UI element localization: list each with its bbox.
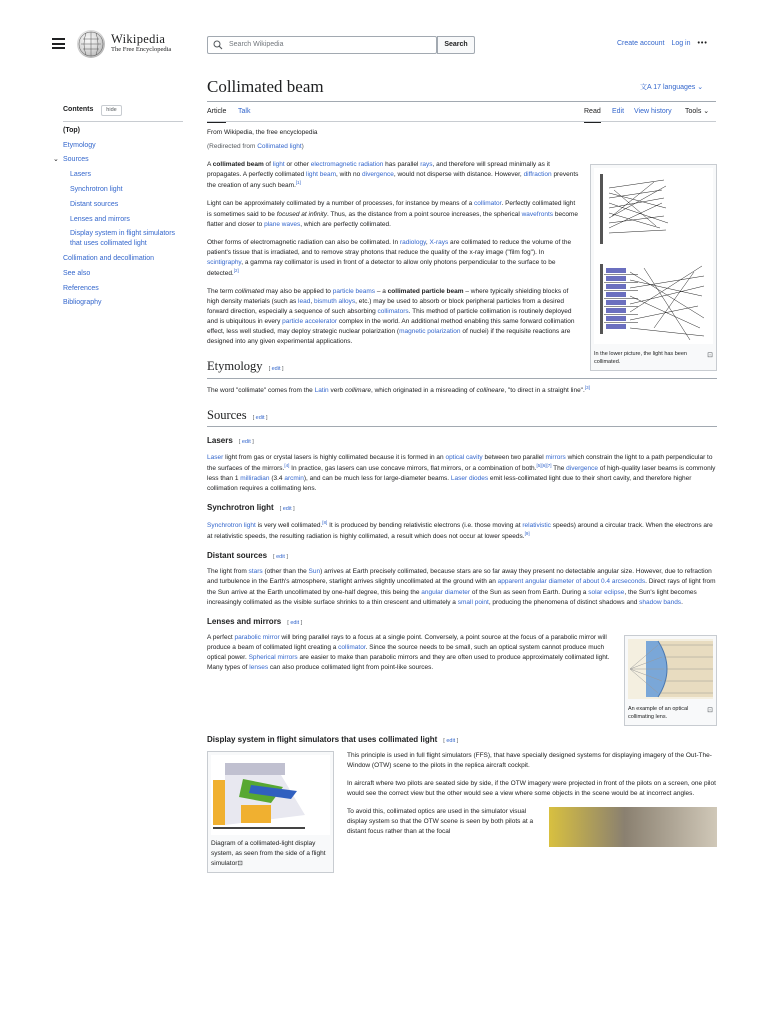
wikipedia-globe-logo[interactable] bbox=[77, 30, 105, 58]
wordmark-title: Wikipedia bbox=[111, 32, 166, 46]
figure-display-system bbox=[207, 751, 334, 873]
search-icon bbox=[213, 40, 223, 50]
intro-paragraph-4: The term collimated may also be applied to particle beams – a collimated particle beam – where typically shielding blocks of high density materials (such as lead, bismuth alloys, etc.) may be used to absorb or block peripheral particles from a desired forward direction, especially a sequence of such absorbing collimators. This method of particle collimation is routinely deployed and is ubiquitous in every particle accelerator complex in the world. An additional method enabling this same forward collimation effect, less well studied, may deploy strategic nuclear polarization (magnetic polarization of nuclei) if the requisite reactions are designed into any given experimental applications. bbox=[207, 288, 575, 346]
display-paragraph-2: In aircraft where two pilots are seated side by side, if the OTW imagery were projected in front of the pilots on a screen, one pilot would see the correct view but the other would see a view where some objects in the scene would be at incorrect angles. bbox=[347, 780, 716, 798]
figure-collimating-lens bbox=[624, 635, 717, 725]
toc-item-see-also[interactable]: See also bbox=[63, 269, 91, 277]
flight-simulator-photos[interactable] bbox=[549, 807, 717, 847]
collimation-diagram-image[interactable] bbox=[594, 168, 713, 344]
language-count: 17 languages bbox=[653, 84, 696, 91]
language-button[interactable] bbox=[640, 83, 703, 94]
tab-talk[interactable]: Talk bbox=[238, 108, 251, 115]
heading-text: Synchrotron light bbox=[207, 503, 274, 513]
heading-text: Display system in flight simulators that uses collimated light bbox=[207, 734, 438, 744]
intro-paragraph-3: Other forms of electromagnetic radiation can also be collimated. In radiology, X-rays are collimated to reduce the volume of the patient's tissue that is irradiated, and to remove stray photons that reduce the quality of the x-ray image ("film fog"). In scintigraphy, a gamma ray collimator is used in front of a detector to allow only photons perpendicular to the surface to be detected.[2] bbox=[207, 238, 572, 277]
section-heading-synchrotron: Synchrotron light [ edit ] bbox=[207, 503, 295, 513]
section-heading-sources: Sources [ edit ] bbox=[207, 406, 717, 427]
toc-item-top[interactable]: (Top) bbox=[63, 126, 80, 134]
synchrotron-paragraph: Synchrotron light is very well collimated.[8] It is produced by bending relativistic electrons (i.e. those moving at relativistic speeds) around a circular track. When the electrons are at relativistic speeds, the resulting radiation is highly collimated, a result which does not occur at lower speeds.[9] bbox=[207, 519, 713, 540]
redirect-link[interactable]: Collimated light bbox=[257, 143, 302, 151]
edit-section-link[interactable]: edit bbox=[290, 619, 300, 626]
wordmark-tagline: The Free Encyclopedia bbox=[111, 45, 172, 53]
toc-item-synchrotron[interactable]: Synchrotron light bbox=[70, 186, 123, 194]
distant-sources-paragraph: The light from stars (other than the Sun) arrives at Earth precisely collimated, because stars are so far away they present no detectable angular size. However, due to refraction and turbulence in the Earth's atmosphere, starlight arrives slightly uncollimated at the ground with an apparent angular diameter of about 0.4 arcseconds. Direct rays of light from the Sun arrive at the Earth uncollimated by one-half degree, this being the angular diameter of the Sun as seen from Earth. During a solar eclipse, the Sun's light becomes increasingly collimated as the visible surface shrinks to a thin crescent and ultimately a small point, producing the phenomena of distinct shadows and shadow bands. bbox=[207, 568, 716, 606]
main-menu-button[interactable] bbox=[52, 38, 65, 49]
toc-divider bbox=[63, 121, 183, 122]
enlarge-icon[interactable]: ⊡ bbox=[707, 707, 713, 715]
heading-text: Lasers bbox=[207, 436, 233, 446]
create-account-link[interactable]: Create account bbox=[617, 40, 665, 47]
lenses-mirrors-paragraph: A perfect parabolic mirror will bring parallel rays to a focus at a single point. Conversely, a point source at the focus of a parabolic mirror will produce a beam of collimated light creating a collimator. Since the source needs to be small, such an optical system cannot produce much optical power. Spherical mirrors are easier to make than parabolic mirrors and they are often used to produce approximately collimated light. Many types of lenses can also produce collimated light from point-like sources. bbox=[207, 634, 610, 672]
etymology-paragraph: The word "collimate" comes from the Latin verb collimare, which originated in a misreading of collineare, "to direct in a straight line".[3] bbox=[207, 384, 590, 394]
section-heading-display-system: Display system in flight simulators that uses collimated light [ edit ] bbox=[207, 734, 459, 744]
tab-read[interactable]: Read bbox=[584, 107, 601, 123]
chevron-down-icon: ⌄ bbox=[697, 84, 704, 91]
intro-paragraph-2: Light can be approximately collimated by a number of processes, for instance by means of a collimator. Perfectly collimated light is sometimes said to be focused at infinity. Thus, as the distance from a point source increases, the spherical wavefronts become flatter and closer to plane waves, which are perfectly collimated. bbox=[207, 200, 578, 228]
toc-item-references[interactable]: References bbox=[63, 284, 99, 292]
toc-item-lenses-mirrors[interactable]: Lenses and mirrors bbox=[70, 215, 130, 223]
toc-item-distant-sources[interactable]: Distant sources bbox=[70, 200, 119, 208]
user-menu-button[interactable]: ••• bbox=[697, 40, 708, 47]
figure-caption-text: An example of an optical collimating lens. bbox=[628, 706, 689, 720]
toc-title: Contents bbox=[63, 106, 94, 113]
translate-icon: 文A bbox=[640, 84, 652, 91]
toc-item-collimation[interactable]: Collimation and decollimation bbox=[63, 255, 155, 263]
heading-text: Sources bbox=[207, 408, 247, 423]
toc-item-display-system[interactable]: Display system in flight simulators that uses collimated light bbox=[70, 230, 176, 248]
section-heading-lenses-mirrors: Lenses and mirrors [ edit ] bbox=[207, 616, 303, 626]
tab-edit[interactable]: Edit bbox=[612, 108, 625, 115]
edit-section-link[interactable]: edit bbox=[271, 366, 281, 373]
edit-section-link[interactable]: edit bbox=[282, 506, 292, 513]
figure-caption-text: In the lower picture, the light has been collimated. bbox=[594, 351, 687, 365]
edit-section-link[interactable]: edit bbox=[241, 439, 251, 446]
lasers-paragraph: Laser light from gas or crystal lasers is highly collimated because it is formed in an optical cavity between two parallel mirrors which constrain the light to a path perpendicular to the surfaces of the mirrors.[4] In practice, gas lasers can use concave mirrors, flat mirrors, or a combination of both.[5][6][7] The divergence of high-quality laser beams is commonly less than 1 milliradian (3.4 arcmin), and can be much less for large-diameter beams. Laser diodes emit less-collimated light due to their short cavity, and therefore higher collimation requires a collimating lens. bbox=[207, 453, 716, 493]
wikipedia-wordmark[interactable] bbox=[111, 33, 171, 54]
intro-paragraph-1: A collimated beam of light or other electromagnetic radiation has parallel rays, and therefore will spread minimally as it propagates. A perfectly collimated light beam, with no divergence, would not disperse with distance. However, diffraction prevents the creation of any such beam.[1] bbox=[207, 161, 579, 190]
tab-article[interactable]: Article bbox=[207, 107, 226, 123]
figure-caption bbox=[594, 348, 713, 366]
collimating-lens-image[interactable] bbox=[628, 639, 713, 699]
toc-item-etymology[interactable]: Etymology bbox=[63, 141, 96, 149]
tools-label: Tools bbox=[685, 108, 702, 115]
toc-hide-button[interactable]: hide bbox=[101, 105, 121, 116]
search-placeholder: Search Wikipedia bbox=[229, 41, 284, 48]
enlarge-icon[interactable]: ⊡ bbox=[237, 860, 243, 868]
display-system-diagram-image[interactable] bbox=[211, 755, 330, 835]
edit-section-link[interactable]: edit bbox=[276, 554, 285, 561]
page-title: Collimated beam bbox=[207, 77, 324, 96]
heading-text: Lenses and mirrors bbox=[207, 616, 282, 626]
display-paragraph-3: To avoid this, collimated optics are used in the simulator visual display system so that the OTW scene is seen by both pilots at a distant focus rather than at the focal bbox=[347, 808, 534, 836]
toc-item-sources-label: Sources bbox=[63, 156, 89, 164]
login-link[interactable]: Log in bbox=[671, 40, 691, 47]
enlarge-icon[interactable]: ⊡ bbox=[707, 352, 713, 360]
section-heading-distant-sources: Distant sources [ edit ] bbox=[207, 551, 289, 561]
heading-text: Distant sources bbox=[207, 551, 268, 561]
figure-caption bbox=[211, 839, 330, 869]
redirect-prefix: (Redirected from bbox=[207, 143, 258, 151]
chevron-down-icon: ⌄ bbox=[703, 108, 710, 115]
display-paragraph-1: This principle is used in full flight simulators (FFS), that have specially designed systems for displaying imagery of the Out-The-Window (OTW) scene to the pilots in the replica aircraft cockpit. bbox=[347, 751, 712, 769]
heading-text: Etymology bbox=[207, 359, 263, 374]
section-heading-etymology: Etymology [ edit ] bbox=[207, 357, 717, 378]
redirect-suffix: ) bbox=[301, 143, 304, 151]
figure-caption bbox=[628, 703, 713, 721]
article-body bbox=[207, 128, 717, 879]
figure-caption-text: Diagram of a collimated-light display system, as seen from the side of a flight simulator bbox=[211, 839, 326, 868]
figure-collimated-comparison bbox=[590, 164, 717, 370]
title-divider bbox=[207, 101, 716, 102]
edit-section-link[interactable]: edit bbox=[446, 737, 456, 744]
tabs-divider bbox=[207, 121, 716, 122]
search-button[interactable]: Search bbox=[437, 36, 475, 54]
toc-header bbox=[63, 105, 183, 116]
table-of-contents bbox=[53, 105, 183, 313]
tab-view-history[interactable]: View history bbox=[634, 108, 672, 115]
toc-item-lasers[interactable]: Lasers bbox=[70, 171, 92, 179]
redirect-note bbox=[207, 142, 717, 152]
section-heading-lasers: Lasers [ edit ] bbox=[207, 436, 254, 446]
edit-section-link[interactable]: edit bbox=[255, 415, 265, 422]
toc-item-bibliography[interactable]: Bibliography bbox=[63, 299, 102, 307]
tools-menu[interactable] bbox=[685, 107, 709, 118]
toc-item-sources[interactable] bbox=[53, 155, 183, 165]
search-input[interactable] bbox=[207, 36, 437, 54]
site-subtitle: From Wikipedia, the free encyclopedia bbox=[207, 129, 318, 136]
chevron-down-icon[interactable]: ⌄ bbox=[53, 156, 59, 164]
